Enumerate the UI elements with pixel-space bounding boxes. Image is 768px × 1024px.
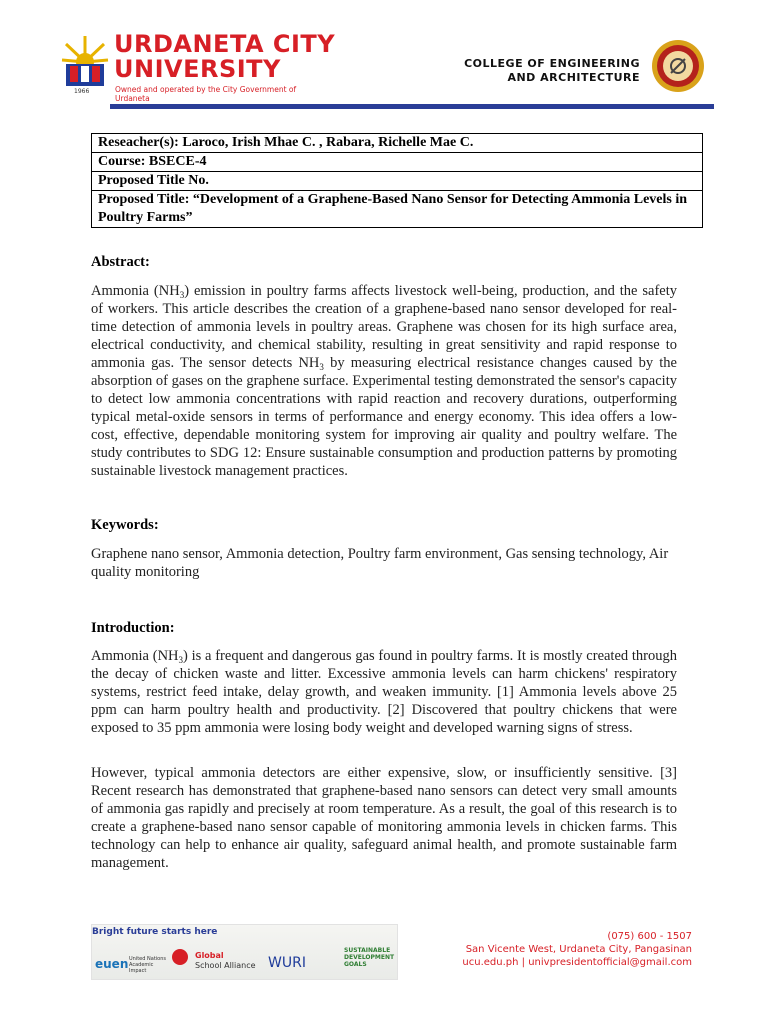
introduction-paragraph-1 xyxy=(91,647,677,737)
title-no-cell: Proposed Title No. xyxy=(92,172,703,191)
abstract-text-1: Ammonia (NH xyxy=(91,283,180,299)
university-subtitle: Owned and operated by the City Government of Urdaneta xyxy=(115,85,297,103)
nh3-subscript: 3 xyxy=(319,362,324,372)
college-name-line1: COLLEGE OF ENGINEERING xyxy=(464,57,640,70)
intro-text-2: ) is a frequent and dangerous gas found in poultry farms. It is mostly created through the decay of chicken waste and litter. Excessive ammonia levels can harm chickens' respiratory systems, restrict feed intake, delay growth, and weaken immunity. [1] Ammonia levels above 25 ppm can harm poultry health and productivity. [2] Discovered that poultry chickens that were exposed to 35 ppm ammonia were losing body weight and developed warning signs of stress. xyxy=(91,648,678,736)
nh3-subscript: 3 xyxy=(178,655,184,665)
college-seal-icon xyxy=(651,39,705,93)
keywords-heading: Keywords: xyxy=(91,517,159,533)
keywords-text: Graphene nano sensor, Ammonia detection, Poultry farm environment, Gas sensing technology, Air quality monitoring xyxy=(91,546,669,580)
table-row xyxy=(92,153,703,172)
proposal-info-table xyxy=(91,133,703,228)
table-row xyxy=(92,134,703,153)
introduction-heading: Introduction: xyxy=(91,620,175,636)
intro-text-1: Ammonia (NH xyxy=(91,648,179,664)
university-name xyxy=(114,32,335,82)
nh3-subscript: 3 xyxy=(179,290,185,300)
college-name-line2: AND ARCHITECTURE xyxy=(507,71,640,84)
seal-year: 1966 xyxy=(74,88,90,95)
abstract-text-3: by measuring electrical resistance changes caused by the absorption of gases on the graphene surface. Experimental testing demonstrated the sensor's capacity to detect low ammonia concentrations with rapid reaction and recovery durations, outperforming typical metal-oxide sensors in terms of performance and energy economy. This idea offers a low-cost, effective, dependable monitoring system for improving air quality and poultry welfare. The study contributes to SDG 12: Ensure sustainable consumption and production patterns by promoting sustainable livestock management practices. xyxy=(91,355,677,479)
wuri-logo: WURI xyxy=(268,955,306,971)
table-row xyxy=(92,191,703,228)
footer-contact xyxy=(462,930,692,969)
global-school-alliance-icon xyxy=(172,949,188,965)
course-cell: Course: BSECE-4 xyxy=(92,153,703,172)
gsa-logo-line1: Global xyxy=(195,951,224,960)
footer-tagline: Bright future starts here xyxy=(92,927,218,937)
abstract-heading: Abstract: xyxy=(91,254,150,270)
abstract-paragraph xyxy=(91,282,677,480)
sdg-logo: SUSTAINABLE DEVELOPMENT GOALS xyxy=(344,947,395,968)
footer-phone: (075) 600 - 1507 xyxy=(607,931,692,942)
footer-banner xyxy=(91,924,398,980)
eupn-logo: euen xyxy=(95,957,129,971)
university-name-line2: UNIVERSITY xyxy=(114,55,281,83)
researchers-cell: Reseacher(s): Laroco, Irish Mhae C. , Rabara, Richelle Mae C. xyxy=(92,134,703,153)
university-logo xyxy=(60,32,110,98)
footer-address: San Vicente West, Urdaneta City, Pangasinan xyxy=(465,944,692,955)
college-name xyxy=(464,57,640,85)
un-academic-impact-logo: United Nations Academic Impact xyxy=(129,956,167,974)
footer-web-email: ucu.edu.ph | univpresidentofficial@gmail.com xyxy=(462,957,692,968)
proposed-title-cell: Proposed Title: “Development of a Graphene-Based Nano Sensor for Detecting Ammonia Levels in Poultry Farms” xyxy=(92,191,703,228)
header-rule xyxy=(110,104,714,109)
gsa-logo-line2: School Alliance xyxy=(195,961,256,970)
table-row xyxy=(92,172,703,191)
abstract-text-2: ) emission in poultry farms affects livestock well-being, production, and the safety of workers. This article describes the creation of a graphene-based nano sensor developed for real-time detection of ammonia levels in poultry areas. Graphene was chosen for its high surface area, electrical conductivity, and chemical stability, resulting in great sensitivity and rapid response to ammonia gas. The sensor detects NH xyxy=(91,283,678,371)
university-name-line1: URDANETA CITY xyxy=(114,30,336,58)
introduction-paragraph-2: However, typical ammonia detectors are either expensive, slow, or insufficiently sensitive. [3] Recent research has demonstrated that graphene-based nano sensors can detect very small amounts of ammonia gas rapidly and precisely at room temperature. As a result, the goal of this research is to create a graphene-based nano sensor capable of monitoring ammonia levels in chicken farms. This technology can help to enhance air quality, safeguard animal health, and promote sustainable farm management. xyxy=(91,765,677,871)
